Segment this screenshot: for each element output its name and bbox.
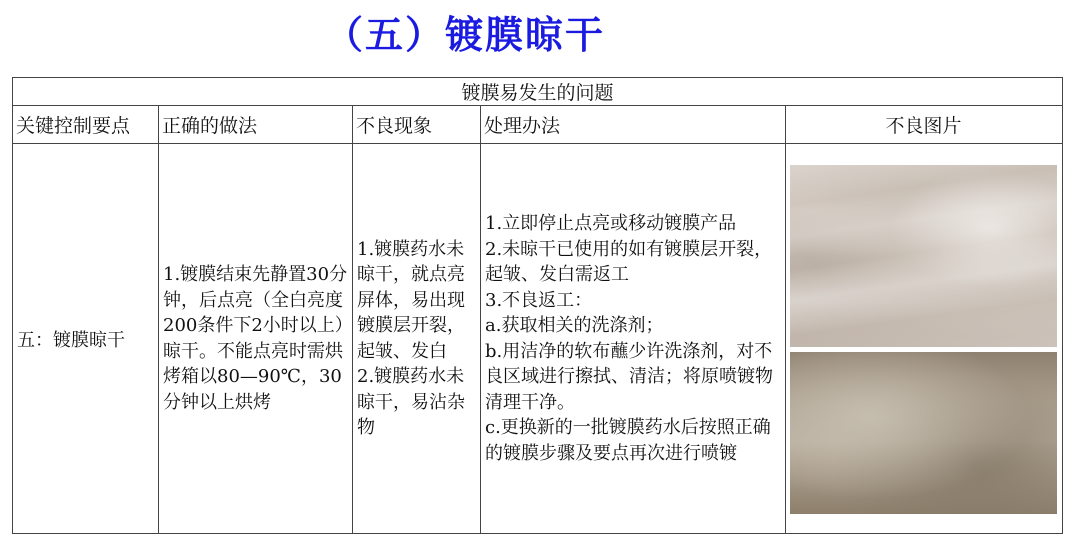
header-defect-image: 不良图片 bbox=[786, 106, 1063, 144]
page-title: （五）镀膜晾干 bbox=[324, 13, 605, 57]
cell-defect: 1.镀膜药水未晾干，就点亮屏体，易出现镀膜层开裂，起皱、发白 2.镀膜药水未晾干，易沾杂物 bbox=[353, 144, 481, 534]
defect-photo-whitened-coating bbox=[790, 352, 1057, 514]
table-caption-row bbox=[13, 78, 1063, 106]
issues-table bbox=[12, 77, 1063, 534]
table-header-row bbox=[13, 106, 1063, 144]
header-handling: 处理办法 bbox=[481, 106, 786, 144]
cell-defect-images bbox=[786, 144, 1063, 534]
table-row bbox=[13, 144, 1063, 534]
table-caption: 镀膜易发生的问题 bbox=[13, 78, 1063, 106]
header-defect: 不良现象 bbox=[353, 106, 481, 144]
header-correct-method: 正确的做法 bbox=[159, 106, 353, 144]
cell-correct-method: 1.镀膜结束先静置30分钟，后点亮（全白亮度200条件下2小时以上）晾干。不能点亮时需烘烤箱以80—90℃，30分钟以上烘烤 bbox=[159, 144, 353, 534]
cell-key-point: 五：镀膜晾干 bbox=[13, 144, 159, 534]
defect-photo-cracked-coating bbox=[790, 165, 1057, 347]
cell-handling: 1.立即停止点亮或移动镀膜产品 2.未晾干已使用的如有镀膜层开裂，起皱、发白需返工 3.不良返工： a.获取相关的洗涤剂； b.用洁净的软布蘸少许洗涤剂，对不良区域进行擦拭、清洁；将原喷镀物清理干净。 c.更换新的一批镀膜药水后按照正确的镀膜步骤及要点再次进行喷镀 bbox=[481, 144, 786, 534]
header-key-points: 关键控制要点 bbox=[13, 106, 159, 144]
